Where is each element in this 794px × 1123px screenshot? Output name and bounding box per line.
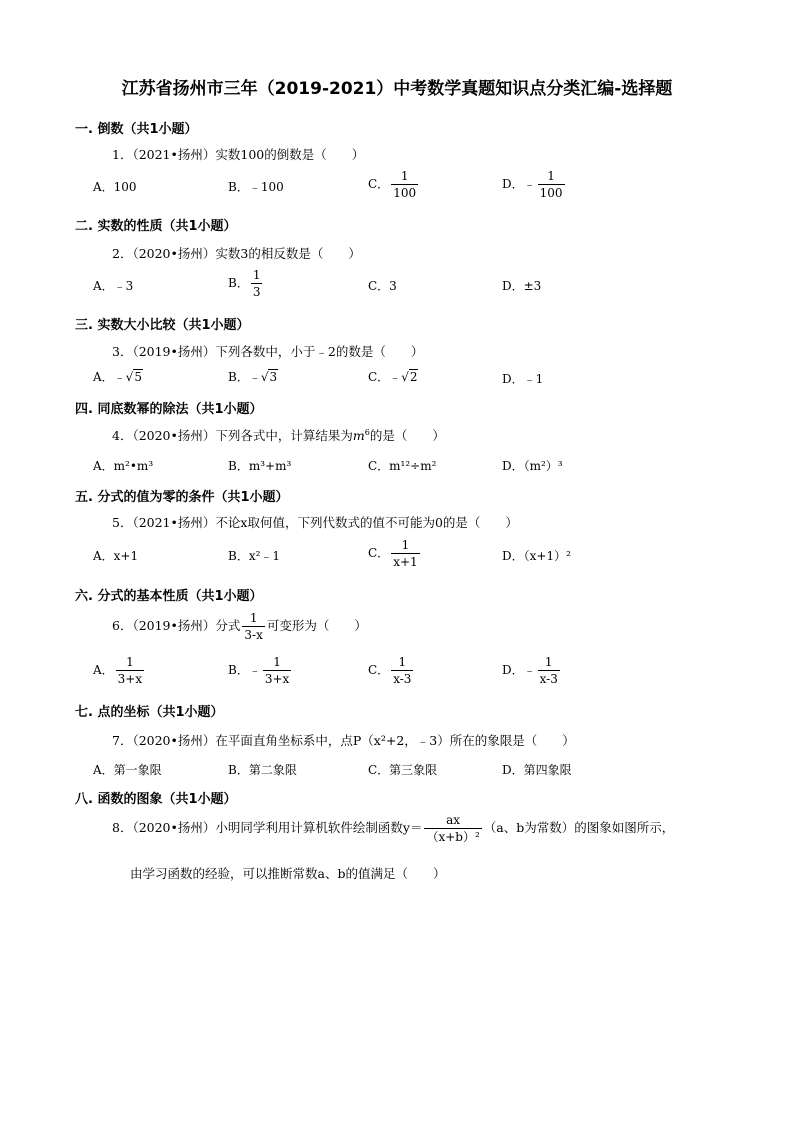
page-title: 江苏省扬州市三年（2019-2021）中考数学真题知识点分类汇编-选择题 [121,79,673,99]
question-2: 2．（2020•扬州）实数3的相反数是（ ） [112,246,361,261]
section-heading: 一. 倒数（共1小题） [75,122,198,137]
option-c[interactable]: C． $\frac{1}{x+1}$ [368,538,418,569]
section-heading: 二. 实数的性质（共1小题） [75,219,237,234]
option-c[interactable]: C． $\frac{1}{100}$ [368,169,417,200]
option-b[interactable]: B．x²﹣1 [228,549,281,563]
question-6: 6．（2019•扬州）分式 $\frac{1}{3-x}$ 可变形为（ ） [112,611,367,642]
option-d[interactable]: D．﹣ $\frac{1}{100}$ [502,169,563,200]
option-c[interactable]: C． $\frac{1}{x-3}$ [368,655,412,686]
section-heading: 三. 实数大小比较（共1小题） [75,318,250,333]
question-5: 5．（2021•扬州）不论x取何值，下列代数式的值不可能为0的是（ ） [112,515,518,530]
section-heading: 四. 同底数幂的除法（共1小题） [75,402,263,417]
option-b[interactable]: B．﹣ $\frac{1}{3+x}$ [228,655,290,686]
question-4: 4．（2020•扬州）下列各式中，计算结果为$m^6$的是（ ） [112,427,445,443]
option-b[interactable]: B． $\frac{1}{3}$ [228,268,261,299]
option-a[interactable]: A．x+1 [93,549,139,563]
question-1: 1．（2021•扬州）实数100的倒数是（ ） [112,147,365,162]
question-8: 8．（2020•扬州）小明同学利用计算机软件绘制函数y＝ $\frac{ax}{\text{（x+b）²}}$ （a、b为常数）的图象如图所示， [112,813,675,844]
option-c[interactable]: C．m¹²÷m² [368,459,437,473]
option-c[interactable]: C．﹣√2 [368,370,418,384]
option-a[interactable]: A．第一象限 [93,763,162,777]
option-a[interactable]: A．100 [93,180,137,194]
option-a[interactable]: A．﹣√5 [93,370,142,384]
option-a[interactable]: A．m²•m³ [93,459,154,473]
option-c[interactable]: C．第三象限 [368,763,438,777]
option-b[interactable]: B．m³+m³ [228,459,292,473]
option-c[interactable]: C．3 [368,279,397,293]
option-d[interactable]: D．﹣1 [502,372,544,386]
option-d[interactable]: D．﹣ $\frac{1}{x-3}$ [502,655,558,686]
option-a[interactable]: A． $\frac{1}{3+x}$ [93,655,143,686]
section-heading: 八. 函数的图象（共1小题） [75,792,237,807]
option-d[interactable]: D．（x+1）² [502,549,571,563]
section-heading: 六. 分式的基本性质（共1小题） [75,589,263,604]
section-heading: 七. 点的坐标（共1小题） [75,705,224,720]
option-b[interactable]: B．﹣100 [228,180,284,194]
question-3: 3．（2019•扬州）下列各数中，小于﹣2的数是（ ） [112,344,424,359]
option-b[interactable]: B．﹣√3 [228,370,278,384]
question-8-line2: 由学习函数的经验，可以推断常数a、b的值满足（ ） [130,866,446,881]
option-d[interactable]: D．（m²）³ [502,459,563,473]
section-heading: 五. 分式的值为零的条件（共1小题） [75,490,289,505]
option-a[interactable]: A．﹣3 [93,279,134,293]
option-d[interactable]: D．第四象限 [502,763,572,777]
option-b[interactable]: B．第二象限 [228,763,297,777]
question-7: 7．（2020•扬州）在平面直角坐标系中，点P（x²+2，﹣3）所在的象限是（ ） [112,733,575,748]
option-d[interactable]: D．±3 [502,279,542,293]
